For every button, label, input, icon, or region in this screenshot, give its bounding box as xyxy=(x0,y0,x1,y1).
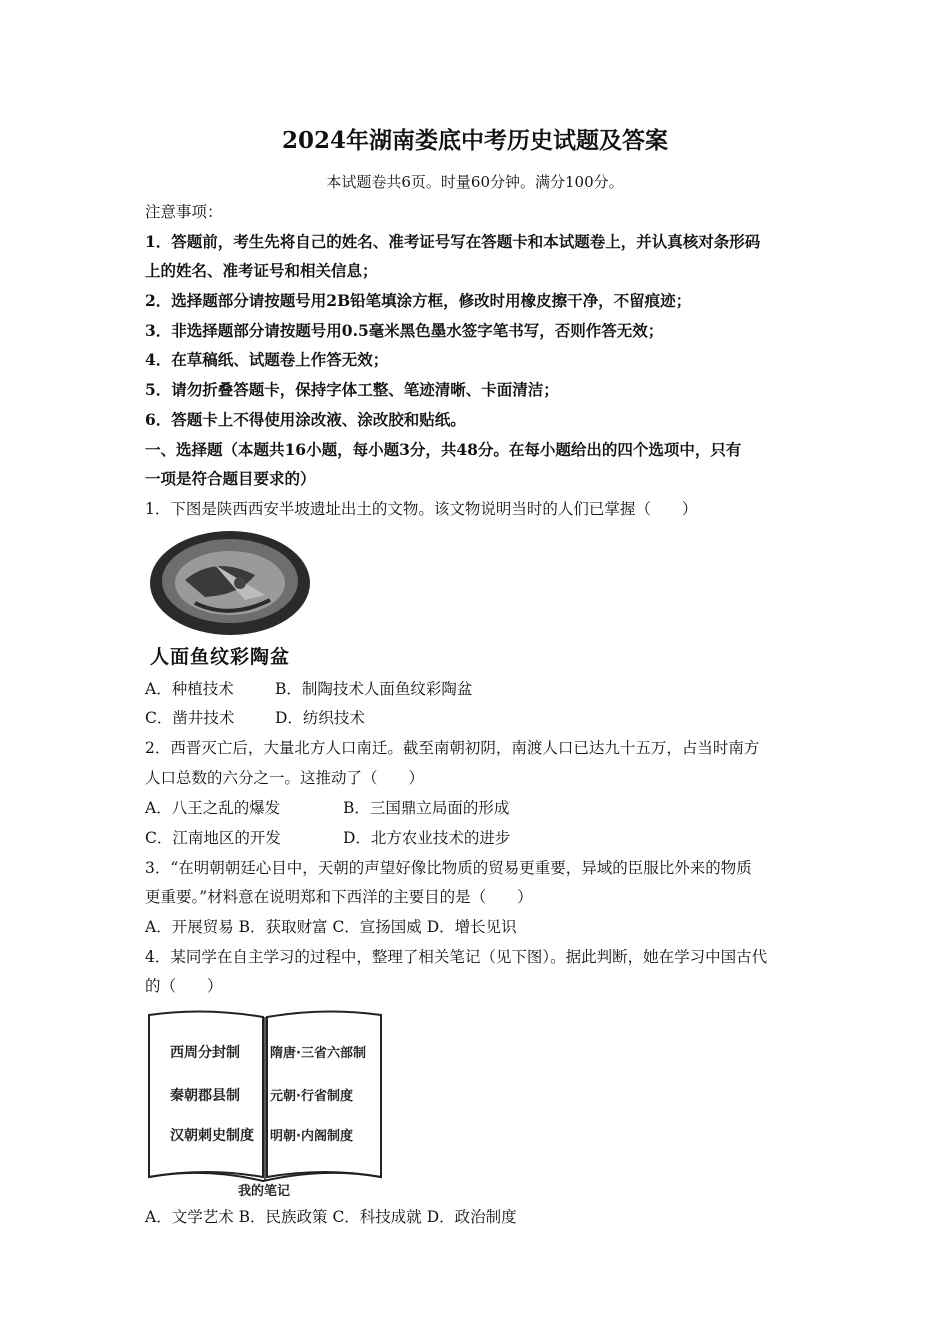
option-a: A．种植技术 xyxy=(145,680,234,698)
notice-line: 4．在草稿纸、试题卷上作答无效； xyxy=(145,350,389,369)
question-2-stem-cont: 人口总数的六分之一。这推动了（ ） xyxy=(145,769,425,787)
notebook-right-entry: 明朝·内阁制度 xyxy=(270,1129,353,1144)
question-2-stem: 2．西晋灭亡后，大量北方人口南迁。截至南朝初阴，南渡人口已达九十五万，占当时南方 xyxy=(145,739,760,757)
option-d: D．北方农业技术的进步 xyxy=(343,829,511,847)
question-2-options-row1 xyxy=(145,798,509,818)
question-2-options-row2 xyxy=(145,828,510,848)
option-b: B．制陶技术人面鱼纹彩陶盆 xyxy=(275,680,473,698)
section-heading: 一、选择题（本题共16小题，每小题3分，共48分。在每小题给出的四个选项中，只有 xyxy=(145,440,742,459)
section-heading-cont: 一项是符合题目要求的） xyxy=(145,469,316,488)
notebook-left-entry: 西周分封制 xyxy=(170,1045,240,1061)
question-4-stem-cont: 的（ ） xyxy=(145,977,223,995)
page-title: 2024年湖南娄底中考历史试题及答案 xyxy=(281,127,668,154)
pottery-basin-caption: 人面鱼纹彩陶盆 xyxy=(150,646,291,668)
notebook-right-entry: 隋唐·三省六部制 xyxy=(270,1046,366,1061)
notice-line: 2．选择题部分请按题号用2B铅笔填涂方框，修改时用橡皮擦干净，不留痕迹； xyxy=(145,291,692,310)
option-d: D．纺织技术 xyxy=(275,709,365,727)
question-3-options: A．开展贸易 B．获取财富 C．宣扬国威 D．增长见识 xyxy=(145,918,517,936)
question-4-options: A．文学艺术 B．民族政策 C．科技成就 D．政治制度 xyxy=(145,1208,517,1226)
question-1-options-row2 xyxy=(145,708,365,728)
exam-subtitle: 本试题卷共6页。时量60分钟。满分100分。 xyxy=(326,173,624,191)
question-4-stem: 4．某同学在自主学习的过程中，整理了相关笔记（见下图）。据此判断，她在学习中国古代 xyxy=(145,948,768,966)
notebook-left-entry: 汉朝刺史制度 xyxy=(170,1128,254,1144)
notebook-footer: 我的笔记 xyxy=(238,1184,291,1199)
option-a: A．八王之乱的爆发 xyxy=(145,799,281,817)
option-c: C．江南地区的开发 xyxy=(145,829,281,847)
option-c: C．凿井技术 xyxy=(145,709,235,727)
question-3-stem: 3．“在明朝朝廷心目中，天朝的声望好像比物质的贸易更重要，异域的臣服比外来的物质 xyxy=(145,859,752,877)
notice-heading: 注意事项： xyxy=(145,203,223,221)
notice-line: 5．请勿折叠答题卡，保持字体工整、笔迹清晰、卡面清洁； xyxy=(145,380,559,399)
question-3-stem-cont: 更重要。”材料意在说明郑和下西洋的主要目的是（ ） xyxy=(145,888,533,906)
notice-line: 上的姓名、准考证号和相关信息； xyxy=(145,261,378,280)
notice-line: 6．答题卡上不得使用涂改液、涂改胶和贴纸。 xyxy=(145,410,466,429)
notebook-left-entry: 秦朝郡县制 xyxy=(170,1088,240,1104)
notebook-right-entry: 元朝·行省制度 xyxy=(270,1089,353,1104)
question-1-stem: 1．下图是陕西西安半坡遗址出土的文物。该文物说明当时的人们已掌握（ ） xyxy=(145,500,698,518)
notice-line: 3．非选择题部分请按题号用0.5毫米黑色墨水签字笔书写，否则作答无效； xyxy=(145,321,664,340)
notice-line: 1．答题前，考生先将自己的姓名、准考证号写在答题卡和本试题卷上，并认真核对条形码 xyxy=(145,232,761,251)
pottery-basin-image xyxy=(145,525,315,649)
question-1-options-row1 xyxy=(145,679,472,699)
option-b: B．三国鼎立局面的形成 xyxy=(343,799,510,817)
